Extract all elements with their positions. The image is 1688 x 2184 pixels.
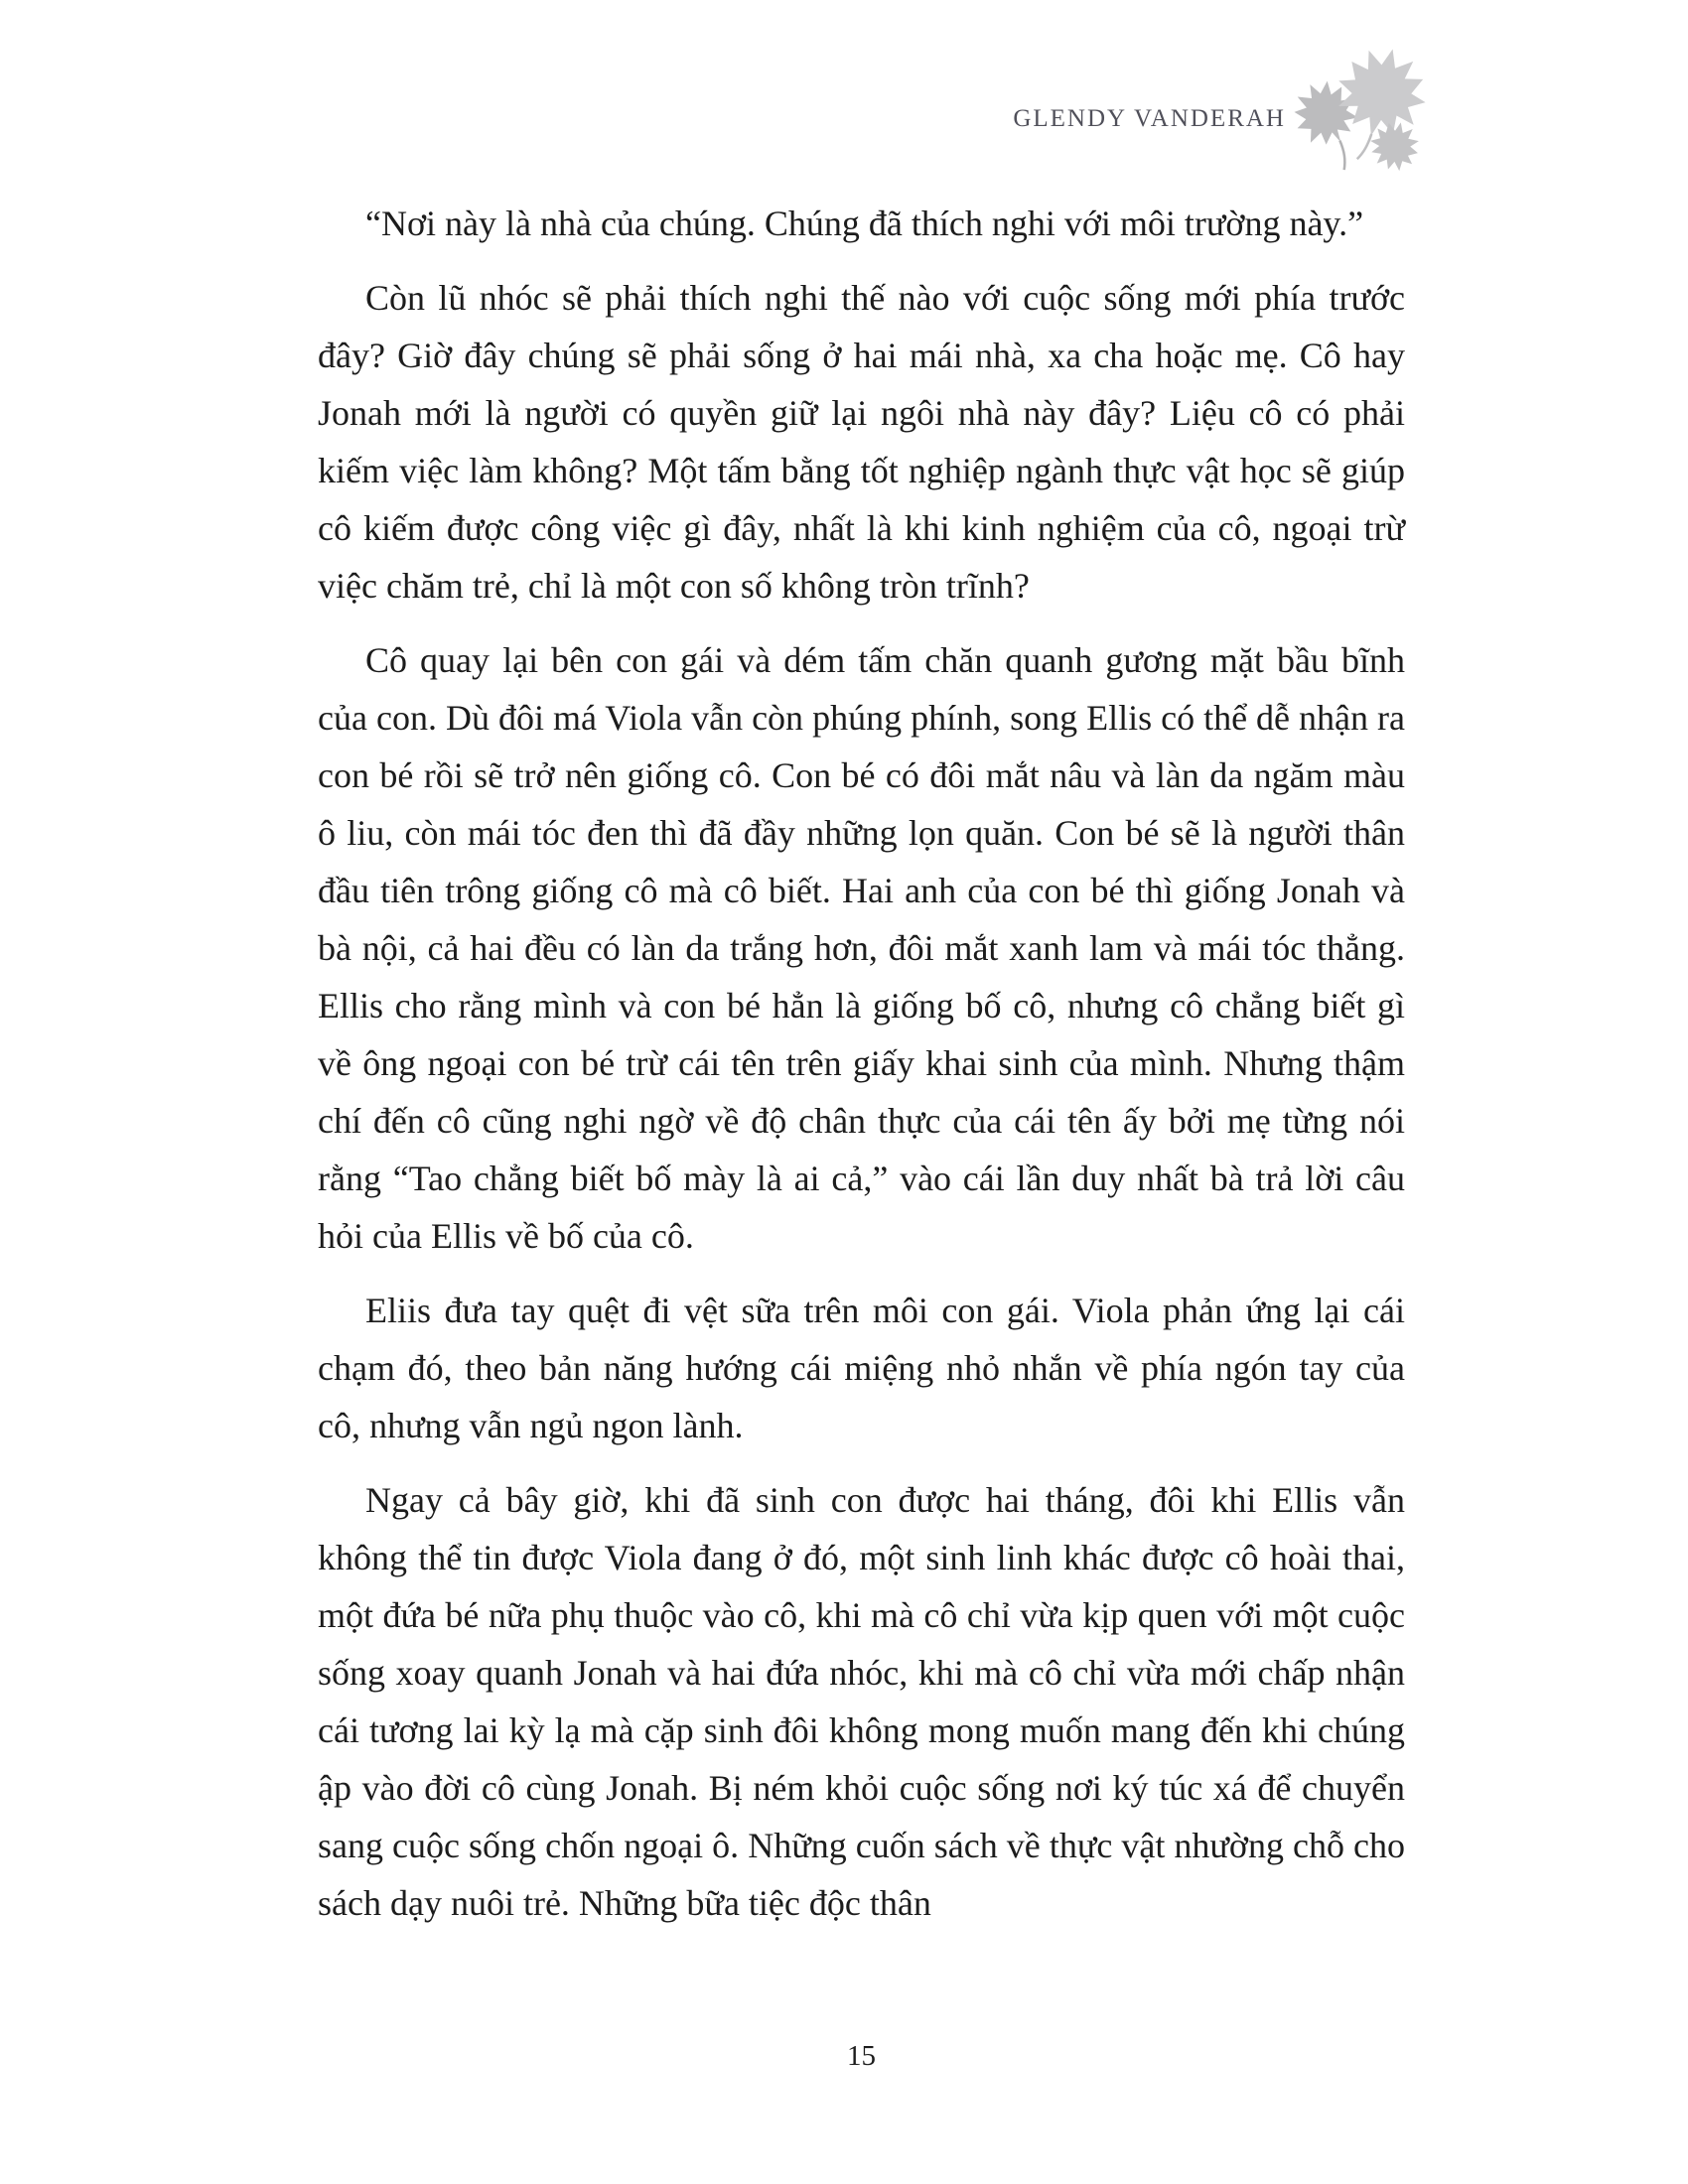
maple-leaves-icon (1283, 46, 1434, 173)
body-paragraph: Còn lũ nhóc sẽ phải thích nghi thế nào với cuộc sống mới phía trước đây? Giờ đây chúng sẽ phải sống ở hai mái nhà, xa cha hoặc mẹ. Cô hay Jonah mới là người có quyền giữ lại ngôi nhà này đây? Liệu cô có phải kiếm việc làm không? Một tấm bằng tốt nghiệp ngành thực vật học sẽ giúp cô kiếm được công việc gì đây, nhất là khi kinh nghiệm của cô, ngoại trừ việc chăm trẻ, chỉ là một con số không tròn trĩnh? (318, 278, 1405, 606)
body-paragraph: Ngay cả bây giờ, khi đã sinh con được hai tháng, đôi khi Ellis vẫn không thể tin được Viola đang ở đó, một sinh linh khác được cô hoài thai, một đứa bé nữa phụ thuộc vào cô, khi mà cô chỉ vừa kịp quen với một cuộc sống xoay quanh Jonah và hai đứa nhóc, khi mà cô chỉ vừa mới chấp nhận cái tương lai kỳ lạ mà cặp sinh đôi không mong muốn mang đến khi chúng ập vào đời cô cùng Jonah. Bị ném khỏi cuộc sống nơi ký túc xá để chuyển sang cuộc sống chốn ngoại ô. Những cuốn sách về thực vật nhường chỗ cho sách dạy nuôi trẻ. Những bữa tiệc độc thân (318, 1480, 1405, 1923)
body-paragraph: “Nơi này là nhà của chúng. Chúng đã thích nghi với môi trường này.” (365, 204, 1364, 243)
body-paragraph: Eliis đưa tay quệt đi vệt sữa trên môi con gái. Viola phản ứng lại cái chạm đó, theo bản năng hướng cái miệng nhỏ nhắn về phía ngón tay của cô, nhưng vẫn ngủ ngon lành. (318, 1291, 1405, 1445)
running-header-author: GLENDY VANDERAH (1013, 105, 1286, 132)
page-body (318, 195, 1405, 1932)
running-header (0, 99, 1286, 139)
page-number: 15 (847, 2040, 876, 2072)
body-paragraph: Cô quay lại bên con gái và dém tấm chăn quanh gương mặt bầu bĩnh của con. Dù đôi má Viola vẫn còn phúng phính, song Ellis có thể dễ nhận ra con bé rồi sẽ trở nên giống cô. Con bé có đôi mắt nâu và làn da ngăm màu ô liu, còn mái tóc đen thì đã đầy những lọn quăn. Con bé sẽ là người thân đầu tiên trông giống cô mà cô biết. Hai anh của con bé thì giống Jonah và bà nội, cả hai đều có làn da trắng hơn, đôi mắt xanh lam và mái tóc thẳng. Ellis cho rằng mình và con bé hẳn là giống bố cô, nhưng cô chẳng biết gì về ông ngoại con bé trừ cái tên trên giấy khai sinh của mình. Nhưng thậm chí đến cô cũng nghi ngờ về độ chân thực của cái tên ấy bởi mẹ từng nói rằng “Tao chẳng biết bố mày là ai cả,” vào cái lần duy nhất bà trả lời câu hỏi của Ellis về bố của cô. (318, 640, 1405, 1256)
